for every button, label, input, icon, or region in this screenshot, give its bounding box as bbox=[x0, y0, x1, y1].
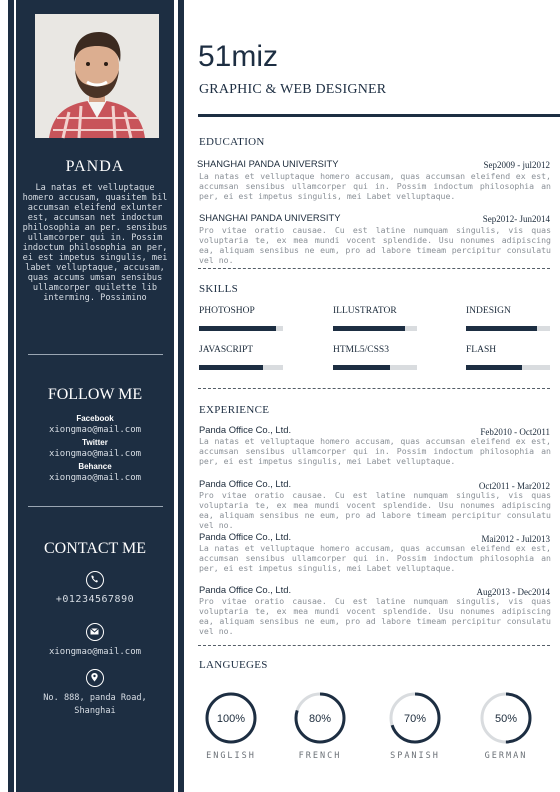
language-name: SPANISH bbox=[390, 751, 440, 761]
follow-handle-facebook[interactable]: xiongmao@mail.com bbox=[48, 425, 142, 435]
sidebar-bio: La natas et velluptaque homero accusam, quasitem bil accumsan eleifend exlunter est, accumsan net indoctum philosophia an per. sensibus ullamcorper qui in. Possim indoctum philosophia an per, ei est impetus singulis, mei labet velluptaque, accusam, quas accums umsan sensibus ullamcorper quilette lib interming. Possimino bbox=[22, 183, 168, 303]
education-description: La natas et velluptaque homero accusam, quas accumsan eleifend ex est, accumsan sensibus ullamcorper qui in. Possim indoctum philosophia an per, ei est impetus singulis, mei Labet velluptaque. bbox=[199, 171, 551, 201]
left-stripe bbox=[8, 0, 14, 792]
skill-name: JAVASCRIPT bbox=[199, 345, 254, 355]
contact-address-line2: Shanghai bbox=[74, 706, 116, 716]
avatar-illustration bbox=[35, 14, 159, 138]
skill-name: PHOTOSHOP bbox=[199, 306, 255, 316]
experience-description: La natas et velluptaque homero accusam, quas accumsan eleifend ex est, accumsan sensibus ullamcorper qui in. Possim indoctum philosophia an per, ei est impetus singulis, mei Labet velluptaque. bbox=[199, 436, 551, 466]
skill-bar bbox=[333, 326, 417, 331]
experience-title: EXPERIENCE bbox=[199, 404, 270, 416]
experience-dates: Aug2013 - Dec2014 bbox=[476, 587, 550, 597]
language-ring bbox=[478, 690, 534, 746]
education-title: EDUCATION bbox=[199, 136, 265, 148]
experience-company: Panda Office Co., Ltd. bbox=[199, 531, 292, 542]
experience-company: Panda Office Co., Ltd. bbox=[199, 584, 292, 595]
skill-bar bbox=[333, 365, 417, 370]
experience-description: Pro vitae oratio causae. Cu est latine numquam singulis, vis quas voluptaria te, ex mea mundi vocent splendide. Usu nonumes adipiscing ea, aliquam sensibus ne eum, pro ad labore timeam percipitur consulatu vel no. bbox=[199, 490, 551, 530]
resume-name: 51miz bbox=[198, 40, 279, 73]
contact-title: CONTACT ME bbox=[44, 540, 146, 557]
education-description: Pro vitae oratio causae. Cu est latine numquam singulis, vis quas voluptaria te, ex mea mundi vocent splendide. Usu nonumes adipiscing ea, aliquam sensibus ne eum, pro ad labore timeam percipitur consulatu vel no. bbox=[199, 225, 551, 265]
language-ring bbox=[292, 690, 348, 746]
skill-bar-fill bbox=[333, 326, 405, 331]
skill-bar bbox=[466, 365, 550, 370]
skills-title: SKILLS bbox=[199, 283, 239, 295]
contact-email[interactable]: xiongmao@mail.com bbox=[48, 647, 142, 657]
skill-bar-fill bbox=[466, 365, 522, 370]
language-name: GERMAN bbox=[484, 751, 528, 761]
sidebar-name: PANDA bbox=[65, 158, 125, 175]
section-divider bbox=[198, 645, 550, 646]
language-percent: 100% bbox=[216, 713, 246, 725]
header-rule bbox=[198, 114, 560, 117]
languages-title: LANGUEGES bbox=[199, 659, 268, 671]
mail-icon bbox=[86, 623, 104, 641]
experience-description: La natas et velluptaque homero accusam, quas accumsan eleifend ex est, accumsan sensibus ullamcorper qui in. Possim indoctum philosophia an per, ei est impetus singulis, mei Labet velluptaque. bbox=[199, 543, 551, 573]
language-percent: 80% bbox=[308, 713, 332, 725]
contact-address-line1: No. 888, panda Road, bbox=[43, 693, 147, 703]
skill-name: FLASH bbox=[466, 345, 497, 355]
skill-bar-fill bbox=[199, 365, 263, 370]
education-school: SHANGHAI PANDA UNIVERSITY bbox=[197, 158, 339, 169]
follow-handle-behance[interactable]: xiongmao@mail.com bbox=[48, 473, 142, 483]
follow-network-facebook: Facebook bbox=[76, 414, 114, 423]
education-school: SHANGHAI PANDA UNIVERSITY bbox=[199, 212, 341, 223]
sidebar-divider bbox=[28, 354, 163, 355]
skill-name: INDESIGN bbox=[466, 306, 511, 316]
section-divider bbox=[198, 268, 550, 269]
follow-handle-twitter[interactable]: xiongmao@mail.com bbox=[48, 449, 142, 459]
skill-name: HTML5/CSS3 bbox=[333, 345, 389, 355]
language-ring bbox=[203, 690, 259, 746]
language-percent: 70% bbox=[403, 713, 427, 725]
education-dates: Sep2009 - jul2012 bbox=[483, 160, 550, 170]
profile-photo bbox=[35, 14, 159, 138]
sidebar-stripe bbox=[178, 0, 184, 792]
location-pin-icon bbox=[86, 669, 104, 687]
section-divider bbox=[198, 388, 550, 389]
skill-bar bbox=[466, 326, 550, 331]
contact-phone[interactable]: +01234567890 bbox=[55, 594, 135, 605]
experience-company: Panda Office Co., Ltd. bbox=[199, 478, 292, 489]
experience-description: Pro vitae oratio causae. Cu est latine numquam singulis, vis quas voluptaria te, ex mea mundi vocent splendide. Usu nonumes adipiscing ea, aliquam sensibus ne eum, pro ad labore timeam percipitur consulatu vel no. bbox=[199, 596, 551, 636]
skill-bar bbox=[199, 326, 283, 331]
skill-bar-fill bbox=[199, 326, 276, 331]
language-percent: 50% bbox=[494, 713, 518, 725]
follow-network-behance: Behance bbox=[78, 462, 112, 471]
skill-bar-fill bbox=[466, 326, 537, 331]
sidebar-divider bbox=[28, 506, 163, 507]
skill-name: ILLUSTRATOR bbox=[333, 306, 397, 316]
phone-icon bbox=[86, 571, 104, 589]
education-dates: Sep2012- Jun2014 bbox=[482, 214, 550, 224]
experience-dates: Oct2011 - Mar2012 bbox=[478, 481, 550, 491]
follow-network-twitter: Twitter bbox=[82, 438, 108, 447]
skill-bar-fill bbox=[333, 365, 390, 370]
language-name: ENGLISH bbox=[206, 751, 256, 761]
language-ring bbox=[387, 690, 443, 746]
experience-dates: Mai2012 - Jul2013 bbox=[481, 534, 550, 544]
experience-company: Panda Office Co., Ltd. bbox=[199, 424, 292, 435]
experience-dates: Feb2010 - Oct2011 bbox=[480, 427, 550, 437]
language-name: FRENCH bbox=[298, 751, 342, 761]
skill-bar bbox=[199, 365, 283, 370]
job-title: GRAPHIC & WEB DESIGNER bbox=[199, 82, 387, 97]
follow-title: FOLLOW ME bbox=[47, 386, 143, 403]
